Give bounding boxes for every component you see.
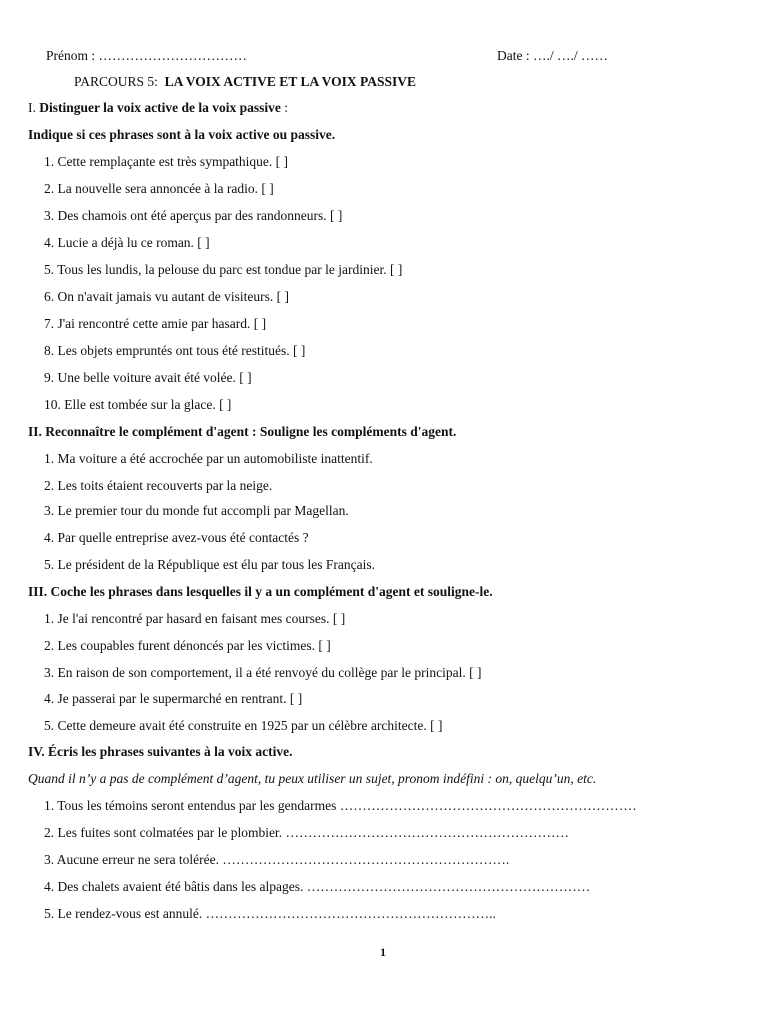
list-item: 1. Ma voiture a été accrochée par un automobiliste inattentif. [44, 451, 373, 466]
title-prefix: PARCOURS 5: [74, 74, 158, 89]
list-item: 8. Les objets empruntés ont tous été restitués. [ ] [44, 343, 306, 358]
section-1-instruction: Indique si ces phrases sont à la voix active ou passive. [28, 127, 336, 142]
section-1-heading [28, 100, 288, 116]
list-item: 4. Par quelle entreprise avez-vous été contactés ? [44, 530, 309, 545]
list-item: 2. Les fuites sont colmatées par le plombier. ……………………………………………………… [44, 825, 569, 840]
date-field-label: Date : …./ …./ …… [497, 48, 608, 63]
list-item: 3. Aucune erreur ne sera tolérée. ………………………………………………………. [44, 852, 510, 867]
title-text: LA VOIX ACTIVE ET LA VOIX PASSIVE [164, 74, 416, 89]
list-item: 2. La nouvelle sera annoncée à la radio. [ ] [44, 181, 274, 196]
section-1-heading-suffix: : [280, 100, 289, 115]
list-item: 4. Des chalets avaient été bâtis dans les alpages. ……………………………………………………… [44, 879, 591, 894]
list-item: 2. Les toits étaient recouverts par la neige. [44, 478, 273, 493]
list-item: 4. Je passerai par le supermarché en rentrant. [ ] [44, 691, 303, 706]
list-item: 1. Cette remplaçante est très sympathique. [ ] [44, 154, 289, 169]
section-1-number: I. [28, 100, 36, 115]
list-item: 4. Lucie a déjà lu ce roman. [ ] [44, 235, 210, 250]
list-item: 6. On n'avait jamais vu autant de visiteurs. [ ] [44, 289, 289, 304]
list-item: 2. Les coupables furent dénoncés par les victimes. [ ] [44, 638, 331, 653]
section-4-heading: IV. Écris les phrases suivantes à la voix active. [28, 744, 293, 759]
list-item: 3. En raison de son comportement, il a été renvoyé du collège par le principal. [ ] [44, 665, 482, 680]
list-item: 5. Cette demeure avait été construite en 1925 par un célèbre architecte. [ ] [44, 718, 443, 733]
section-1-title: Distinguer la voix active de la voix passive [39, 100, 281, 115]
list-item: 3. Des chamois ont été aperçus par des randonneurs. [ ] [44, 208, 343, 223]
page-title [74, 74, 416, 90]
list-item: 5. Tous les lundis, la pelouse du parc est tondue par le jardinier. [ ] [44, 262, 403, 277]
section-4-instruction: Quand il n’y a pas de complément d’agent, tu peux utiliser un sujet, pronom indéfini : on, quelqu’un, etc. [28, 771, 597, 786]
list-item: 5. Le rendez-vous est annulé. ……………………………………………………….. [44, 906, 496, 921]
list-item: 9. Une belle voiture avait été volée. [ ] [44, 370, 252, 385]
list-item: 10. Elle est tombée sur la glace. [ ] [44, 397, 232, 412]
page-number: 1 [380, 945, 386, 959]
prenom-field-label: Prénom : …………………………… [46, 48, 247, 63]
list-item: 1. Je l'ai rencontré par hasard en faisant mes courses. [ ] [44, 611, 346, 626]
list-item: 7. J'ai rencontré cette amie par hasard. [ ] [44, 316, 267, 331]
list-item: 5. Le président de la République est élu par tous les Français. [44, 557, 376, 572]
section-3-heading: III. Coche les phrases dans lesquelles il y a un complément d'agent et souligne-le. [28, 584, 493, 599]
list-item: 3. Le premier tour du monde fut accompli par Magellan. [44, 503, 349, 518]
list-item: 1. Tous les témoins seront entendus par les gendarmes ………………………………………………………… [44, 798, 637, 813]
section-2-heading: II. Reconnaître le complément d'agent : Souligne les compléments d'agent. [28, 424, 457, 439]
